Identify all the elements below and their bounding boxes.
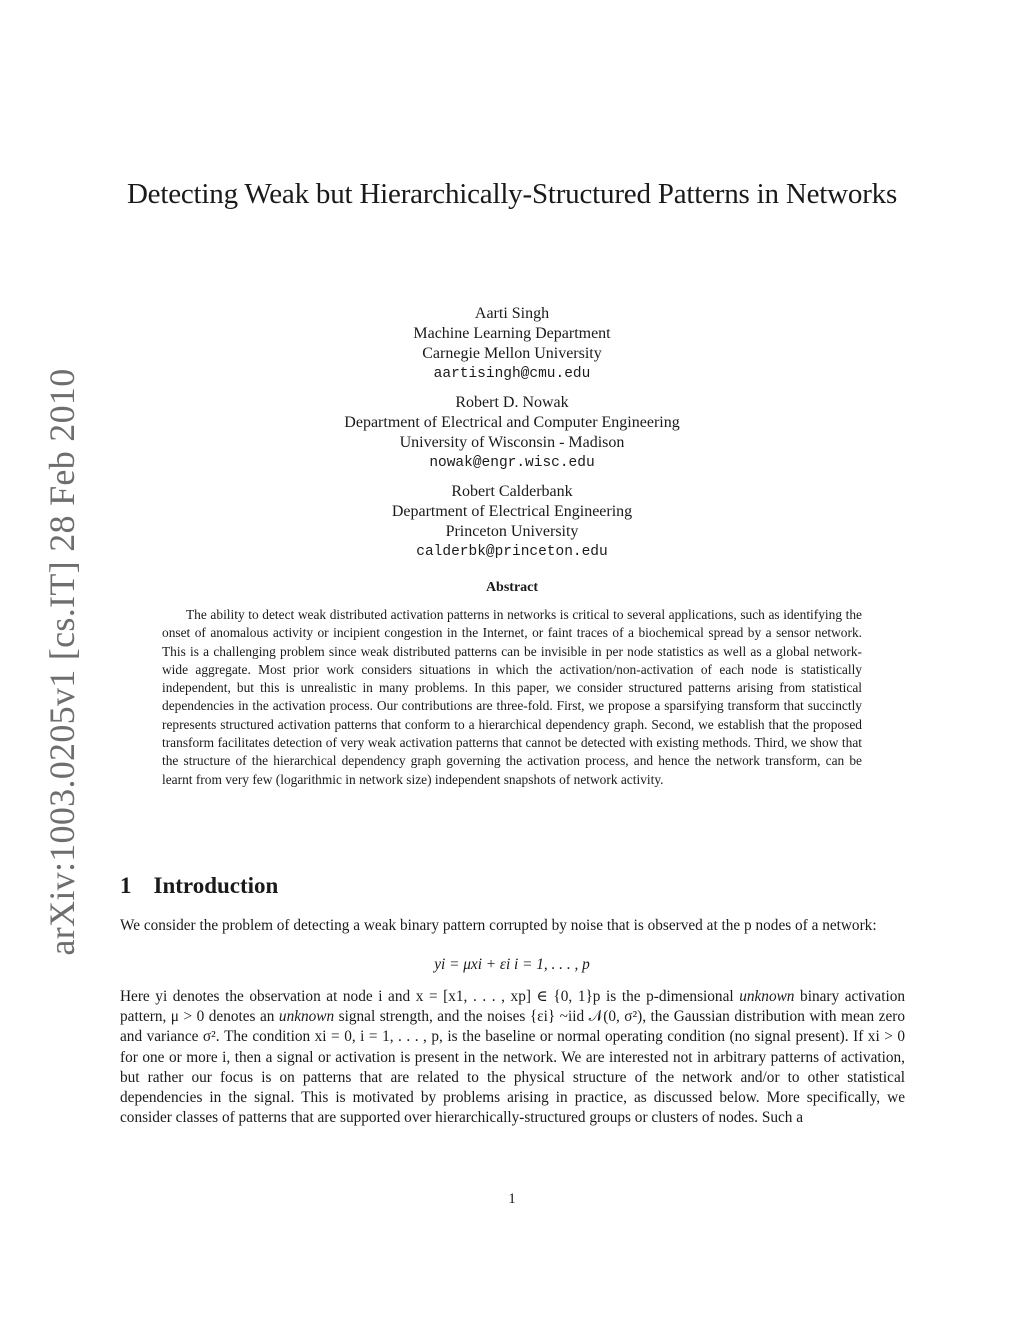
author-email[interactable]: calderbk@princeton.edu [416,544,608,560]
p2-text-c: signal strength, and the noises {εi} ~iid 𝒩(0, σ²), the Gaussian distribution with mean zero and variance σ². The condition xi = 0, i = 1, . . . , p, is the baseline or normal operating condition (no signal present). If xi > 0 for one or more i, then a signal or activation is present in the network. We are interested not in arbitrary patterns of activation, but rather our focus is on patterns that are related to the physical structure of the network and/or to other statistical dependencies in the signal. This is motivated by problems arising in practice, as discussed below. More specifically, we consider classes of patterns that are supported over hierarchically-structured groups or clusters of nodes. Such a [120,1008,905,1127]
intro-paragraph-1: We consider the problem of detecting a weak binary pattern corrupted by noise that is observed at the p nodes of a network: [120,917,877,934]
model-equation: yi = μxi + εi i = 1, . . . , p [434,956,590,973]
author-2 [0,393,1024,473]
section-title: Introduction [153,873,279,898]
p2-text-a: Here yi denotes the observation at node i and x = [x1, . . . , xp] ∈ {0, 1}p is the p-dimensional [120,988,734,1005]
author-block [0,304,1024,571]
author-affiliation: Princeton University [445,523,579,540]
author-affiliation: University of Wisconsin - Madison [399,434,625,451]
p2-text-b: binary activation pattern, μ > 0 denotes an [120,988,906,1026]
section-number: 1 [120,873,132,898]
author-name: Robert Calderbank [451,483,573,500]
author-email[interactable]: nowak@engr.wisc.edu [429,455,595,471]
abstract-heading: Abstract [485,580,539,595]
abstract-text: The ability to detect weak distributed activation patterns in networks is critical to several applications, such as identifying the onset of anomalous activity or incipient congestion in the Internet, or faint traces of a biochemical spread by a sensor network. This is a challenging problem since weak distributed patterns can be invisible in per node statistics as well as a global network-wide aggregate. Most prior work considers situations in which the activation/non-activation of each node is statistically independent, but this is unrealistic in many problems. In this paper, we consider structured patterns arising from statistical dependencies in the activation process. Our contributions are three-fold. First, we propose a sparsifying transform that succinctly represents structured activation patterns that conform to a hierarchical dependency graph. Second, we establish that the proposed transform facilitates detection of very weak activation patterns that cannot be detected with existing methods. Third, we show that the structure of the hierarchical dependency graph governing the activation process, and hence the network transform, can be learnt from very few (logarithmic in network size) independent snapshots of network activity. [162,607,862,787]
author-affiliation: Department of Electrical and Computer Engineering [344,414,680,431]
author-1 [0,304,1024,384]
author-3 [0,482,1024,562]
author-affiliation: Carnegie Mellon University [422,345,602,362]
unknown-emphasis: unknown [278,1008,335,1026]
section-heading [120,873,278,899]
intro-paragraph-2 [120,987,905,1128]
paper-title: Detecting Weak but Hierarchically-Structured Patterns in Networks [126,178,898,210]
arxiv-stamp: arXiv:1003.0205v1 [cs.IT] 28 Feb 2010 [42,368,82,956]
page-number: 1 [508,1191,516,1207]
author-name: Robert D. Nowak [455,394,569,411]
author-email[interactable]: aartisingh@cmu.edu [433,366,591,382]
author-affiliation: Machine Learning Department [413,325,611,342]
author-name: Aarti Singh [474,305,550,322]
unknown-emphasis: unknown [739,988,795,1005]
author-affiliation: Department of Electrical Engineering [391,503,633,520]
